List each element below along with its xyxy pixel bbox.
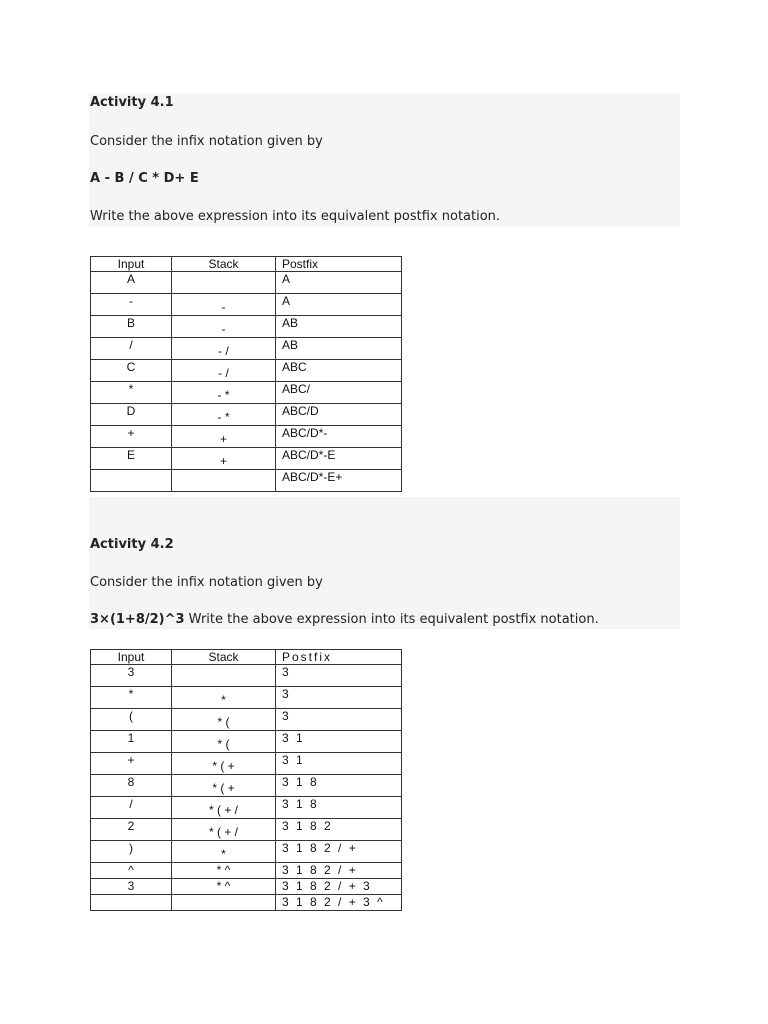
postfix-cell-text: A	[282, 272, 291, 286]
input-cell	[91, 470, 172, 492]
table-header-row	[91, 257, 402, 272]
activity-4-2-expression-line	[90, 612, 599, 627]
input-cell	[91, 863, 172, 879]
activity-4-2-expression: 3×(1+8/2)^3	[90, 612, 185, 627]
input-cell-text: 1	[127, 731, 135, 745]
input-cell-text: 2	[127, 819, 135, 833]
postfix-cell	[276, 404, 402, 426]
postfix-cell-text: 3 1	[282, 731, 305, 745]
postfix-cell	[276, 797, 402, 819]
table-row	[91, 665, 402, 687]
table-row	[91, 879, 402, 895]
activity-4-2-background	[89, 497, 680, 629]
activity-4-2-heading: Activity 4.2	[90, 537, 174, 552]
input-cell	[91, 426, 172, 448]
column-header-postfix: Postfix	[276, 257, 402, 272]
input-cell	[91, 797, 172, 819]
input-cell-text: B	[126, 316, 135, 330]
table-row	[91, 819, 402, 841]
stack-cell	[172, 709, 276, 731]
input-cell-text: (	[129, 709, 133, 723]
table-row	[91, 709, 402, 731]
input-cell	[91, 360, 172, 382]
input-cell	[91, 775, 172, 797]
stack-cell	[172, 841, 276, 863]
stack-cell-text: * ( +	[212, 759, 235, 773]
postfix-cell	[276, 753, 402, 775]
stack-cell-text: * (	[217, 715, 230, 729]
table-row	[91, 470, 402, 492]
table-row	[91, 797, 402, 819]
stack-cell-text: *	[221, 847, 226, 861]
input-cell-text: C	[126, 360, 136, 374]
stack-cell-text: * ( +	[212, 781, 235, 795]
postfix-cell	[276, 316, 402, 338]
postfix-cell-text: 3	[282, 665, 291, 679]
stack-cell	[172, 687, 276, 709]
stack-cell-text: +	[219, 432, 227, 446]
stack-cell-text: - /	[218, 366, 229, 380]
postfix-cell	[276, 895, 402, 911]
table-row	[91, 863, 402, 879]
table-row	[91, 426, 402, 448]
postfix-cell	[276, 448, 402, 470]
postfix-cell-text: A	[282, 294, 291, 308]
stack-cell-text: * ( + /	[208, 803, 238, 817]
table-row	[91, 294, 402, 316]
stack-cell	[172, 470, 276, 492]
input-cell-text: /	[129, 338, 133, 352]
table-row	[91, 753, 402, 775]
stack-cell	[172, 819, 276, 841]
stack-cell	[172, 731, 276, 753]
stack-cell	[172, 895, 276, 911]
stack-cell-text: * ( + /	[208, 825, 238, 839]
stack-cell	[172, 448, 276, 470]
column-header-input: Input	[91, 257, 172, 272]
activity-4-1-expression: A - B / C * D+ E	[90, 171, 199, 186]
stack-cell	[172, 863, 276, 879]
input-cell	[91, 382, 172, 404]
postfix-cell-text: ABC/D*-E	[282, 448, 336, 462]
activity-4-2-intro: Consider the infix notation given by	[90, 575, 323, 590]
postfix-cell	[276, 819, 402, 841]
stack-cell-text: -	[221, 300, 226, 314]
postfix-cell-text: 3 1 8 2 / +	[282, 863, 358, 877]
stack-cell	[172, 382, 276, 404]
input-cell-text: A	[126, 272, 135, 286]
postfix-cell-text: 3 1 8 2 / +	[282, 841, 358, 855]
table-row	[91, 272, 402, 294]
table-row	[91, 895, 402, 911]
table-row	[91, 731, 402, 753]
table-row	[91, 404, 402, 426]
stack-cell	[172, 797, 276, 819]
stack-cell	[172, 879, 276, 895]
input-cell-text: ^	[128, 863, 134, 877]
postfix-cell	[276, 709, 402, 731]
stack-cell-text: - *	[217, 388, 230, 402]
column-header-stack: Stack	[172, 257, 276, 272]
table-row	[91, 687, 402, 709]
table-row	[91, 775, 402, 797]
stack-cell	[172, 338, 276, 360]
postfix-cell-text: 3 1 8 2 / + 3 ^	[282, 895, 385, 909]
stack-cell	[172, 360, 276, 382]
input-cell	[91, 709, 172, 731]
postfix-cell-text: AB	[282, 338, 299, 352]
stack-cell	[172, 753, 276, 775]
input-cell-text: -	[129, 294, 133, 308]
input-cell	[91, 338, 172, 360]
postfix-cell	[276, 382, 402, 404]
table-row	[91, 841, 402, 863]
postfix-cell-text: ABC/D	[282, 404, 319, 418]
input-cell-text: 3	[127, 665, 135, 679]
table-header-row	[91, 650, 402, 665]
postfix-cell-text: 3	[282, 709, 291, 723]
stack-cell-text: - /	[218, 344, 229, 358]
stack-cell	[172, 316, 276, 338]
input-cell	[91, 272, 172, 294]
input-cell	[91, 294, 172, 316]
input-cell	[91, 819, 172, 841]
stack-cell	[172, 665, 276, 687]
activity-4-1-table	[90, 256, 402, 492]
input-cell	[91, 316, 172, 338]
input-cell	[91, 404, 172, 426]
input-cell	[91, 841, 172, 863]
table-row	[91, 316, 402, 338]
activity-4-1-intro: Consider the infix notation given by	[90, 134, 323, 149]
postfix-cell-text: 3 1	[282, 753, 305, 767]
stack-cell	[172, 294, 276, 316]
column-header-input: Input	[91, 650, 172, 665]
activity-4-1-background	[89, 93, 680, 227]
input-cell	[91, 879, 172, 895]
postfix-cell-text: 3 1 8 2	[282, 819, 333, 833]
input-cell-text: D	[126, 404, 136, 418]
postfix-cell-text: 3 1 8 2 / + 3	[282, 879, 372, 893]
stack-cell-text: *	[221, 693, 226, 707]
postfix-cell-text: 3 1 8	[282, 797, 319, 811]
postfix-cell	[276, 470, 402, 492]
postfix-cell	[276, 863, 402, 879]
stack-cell-text: - *	[217, 410, 230, 424]
stack-cell	[172, 404, 276, 426]
stack-cell	[172, 272, 276, 294]
postfix-cell	[276, 879, 402, 895]
input-cell-text: +	[127, 753, 135, 767]
input-cell	[91, 665, 172, 687]
input-cell	[91, 448, 172, 470]
postfix-cell-text: ABC/D*-E+	[282, 470, 343, 484]
postfix-cell	[276, 426, 402, 448]
input-cell-text: *	[128, 382, 134, 396]
postfix-cell	[276, 338, 402, 360]
input-cell-text: *	[128, 687, 134, 701]
postfix-cell	[276, 272, 402, 294]
postfix-cell	[276, 360, 402, 382]
input-cell	[91, 895, 172, 911]
stack-cell	[172, 775, 276, 797]
activity-4-2-table	[90, 649, 402, 911]
postfix-cell-text: ABC/	[282, 382, 311, 396]
postfix-cell-text: ABC/D*-	[282, 426, 328, 440]
stack-cell-text: * ^	[216, 879, 231, 893]
activity-4-2-instruction: Write the above expression into its equivalent postfix notation.	[184, 612, 599, 627]
postfix-cell-text: 3	[282, 687, 291, 701]
input-cell-text: +	[127, 426, 135, 440]
postfix-cell	[276, 731, 402, 753]
activity-4-1-heading: Activity 4.1	[90, 95, 174, 110]
postfix-cell	[276, 294, 402, 316]
input-cell-text: 8	[127, 775, 135, 789]
table-row	[91, 382, 402, 404]
stack-cell-text: +	[219, 454, 227, 468]
input-cell-text: )	[129, 841, 133, 855]
input-cell	[91, 687, 172, 709]
postfix-cell-text: 3 1 8	[282, 775, 319, 789]
column-header-postfix: Postfix	[276, 650, 402, 665]
table-row	[91, 360, 402, 382]
postfix-cell	[276, 687, 402, 709]
postfix-cell	[276, 841, 402, 863]
input-cell	[91, 731, 172, 753]
input-cell-text: /	[129, 797, 133, 811]
activity-4-1-instruction: Write the above expression into its equivalent postfix notation.	[90, 209, 501, 224]
postfix-cell-text: ABC	[282, 360, 307, 374]
stack-cell-text: * ^	[216, 863, 231, 877]
stack-cell	[172, 426, 276, 448]
table-row	[91, 448, 402, 470]
input-cell-text: 3	[127, 879, 135, 893]
postfix-cell	[276, 775, 402, 797]
stack-cell-text: * (	[217, 737, 230, 751]
stack-cell-text: -	[221, 322, 226, 336]
input-cell	[91, 753, 172, 775]
input-cell-text: E	[126, 448, 135, 462]
postfix-cell-text: AB	[282, 316, 299, 330]
table-row	[91, 338, 402, 360]
postfix-cell	[276, 665, 402, 687]
column-header-stack: Stack	[172, 650, 276, 665]
